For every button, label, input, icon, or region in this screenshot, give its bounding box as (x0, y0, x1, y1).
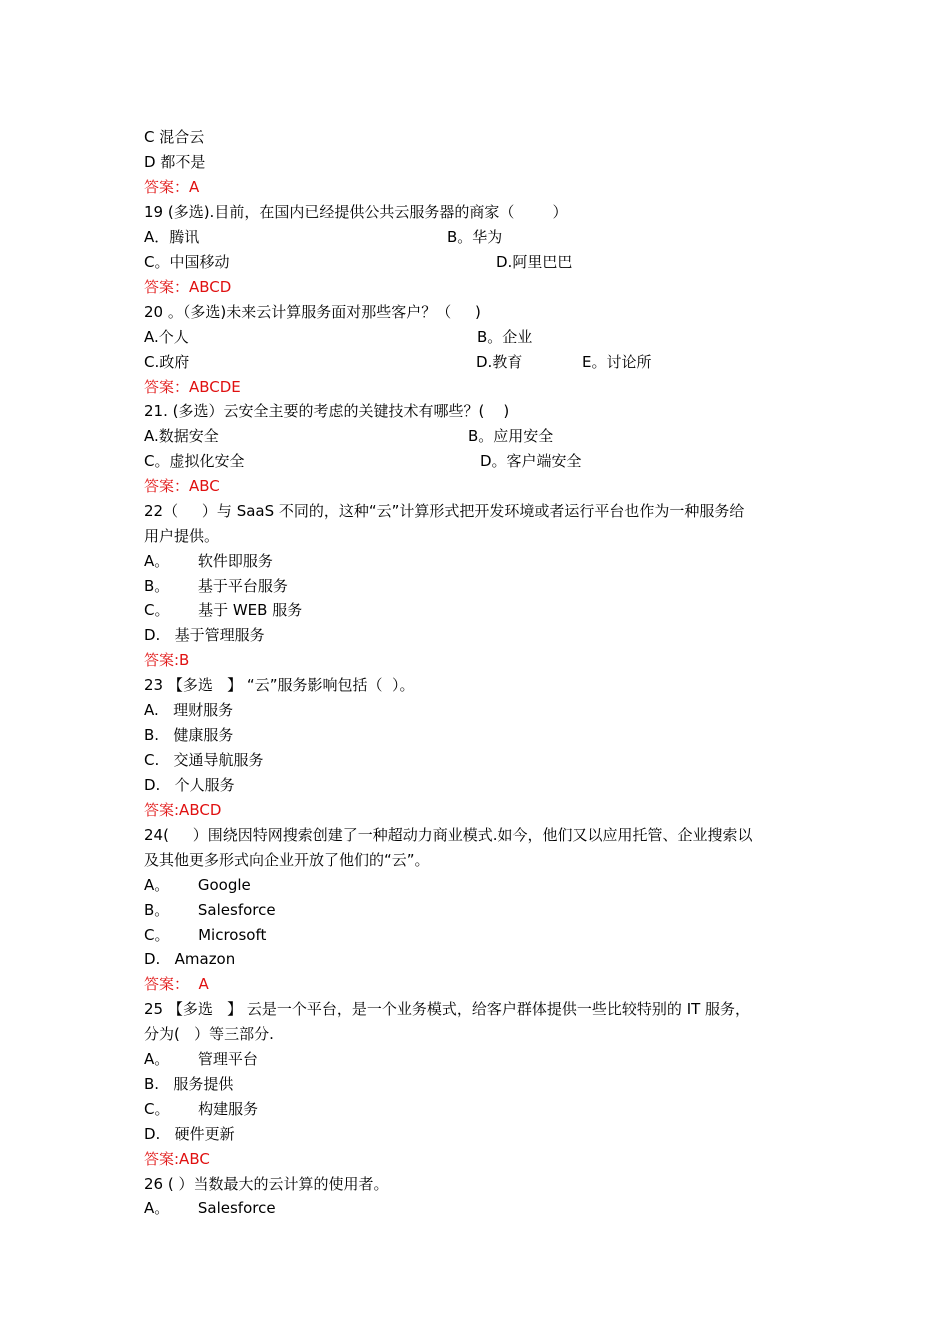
q23-option-c: C. 交通导航服务 (144, 751, 264, 769)
q24-stem-line2: 及其他更多形式向企业开放了他们的“云”。 (144, 851, 430, 869)
q25-option-a: A。 管理平台 (144, 1050, 258, 1068)
q24-option-b: B。 Salesforce (144, 901, 276, 919)
q26-option-a: A。 Salesforce (144, 1199, 276, 1217)
q22-option-d: D. 基于管理服务 (144, 626, 265, 644)
q18-option-d: D 都不是 (144, 153, 206, 171)
q20-answer: 答案：ABCDE (144, 378, 241, 396)
q21-option-d: D。客户端安全 (480, 452, 582, 470)
q24-option-d: D. Amazon (144, 950, 236, 968)
q21-answer: 答案：ABC (144, 477, 220, 495)
q22-answer: 答案:B (144, 651, 190, 669)
q25-option-b: B. 服务提供 (144, 1075, 234, 1093)
q21-stem: 21. (多选）云安全主要的考虑的关键技术有哪些？( ) (144, 402, 510, 420)
q20-option-a: A.个人 (144, 328, 189, 346)
q19-option-d: D.阿里巴巴 (496, 253, 573, 271)
q26-stem: 26 ( ）当数最大的云计算的使用者。 (144, 1175, 389, 1193)
q20-option-e: E。讨论所 (582, 353, 652, 371)
q24-option-c: C。 Microsoft (144, 926, 267, 944)
q20-option-d: D.教育 (476, 353, 523, 371)
q24-option-a: A。 Google (144, 876, 251, 894)
q19-answer: 答案：ABCD (144, 278, 232, 296)
q19-option-a: A．腾讯 (144, 228, 200, 246)
q23-answer: 答案:ABCD (144, 801, 222, 819)
q22-option-b: B。 基于平台服务 (144, 577, 288, 595)
q20-stem: 20 。（多选)未来云计算服务面对那些客户？（ ) (144, 303, 481, 321)
q20-option-b: B。企业 (477, 328, 533, 346)
q25-option-d: D. 硬件更新 (144, 1125, 235, 1143)
q22-stem-line2: 用户提供。 (144, 527, 220, 545)
q20-option-c: C.政府 (144, 353, 190, 371)
q23-option-a: A. 理财服务 (144, 701, 234, 719)
q22-option-a: A。 软件即服务 (144, 552, 273, 570)
q21-option-b: B。应用安全 (468, 427, 554, 445)
q25-option-c: C。 构建服务 (144, 1100, 259, 1118)
q23-option-d: D. 个人服务 (144, 776, 235, 794)
q19-stem: 19 (多选).目前，在国内已经提供公共云服务器的商家（ ） (144, 203, 568, 221)
q18-answer: 答案：A (144, 178, 200, 196)
q25-answer: 答案:ABC (144, 1150, 210, 1168)
q21-option-c: C。虚拟化安全 (144, 452, 245, 470)
q23-stem: 23 【多选 】 “云”服务影响包括（ ）。 (144, 676, 415, 694)
q22-stem-line1: 22（ ）与 SaaS 不同的，这种“云”计算形式把开发环境或者运行平台也作为一种服务给 (144, 502, 745, 520)
q23-option-b: B. 健康服务 (144, 726, 234, 744)
q19-option-c: C。中国移动 (144, 253, 230, 271)
q19-option-b: B。华为 (447, 228, 503, 246)
q22-option-c: C。 基于 WEB 服务 (144, 601, 303, 619)
q24-stem-line1: 24( ）围绕因特网搜索创建了一种超动力商业模式.如今，他们又以应用托管、企业搜索以 (144, 826, 753, 844)
q25-stem-line2: 分为( ）等三部分. (144, 1025, 274, 1043)
q18-option-c: C 混合云 (144, 128, 205, 146)
q21-option-a: A.数据安全 (144, 427, 219, 445)
q24-answer: 答案： A (144, 975, 209, 993)
q25-stem-line1: 25 【多选 】 云是一个平台，是一个业务模式，给客户群体提供一些比较特别的 IT 服务， (144, 1000, 751, 1018)
